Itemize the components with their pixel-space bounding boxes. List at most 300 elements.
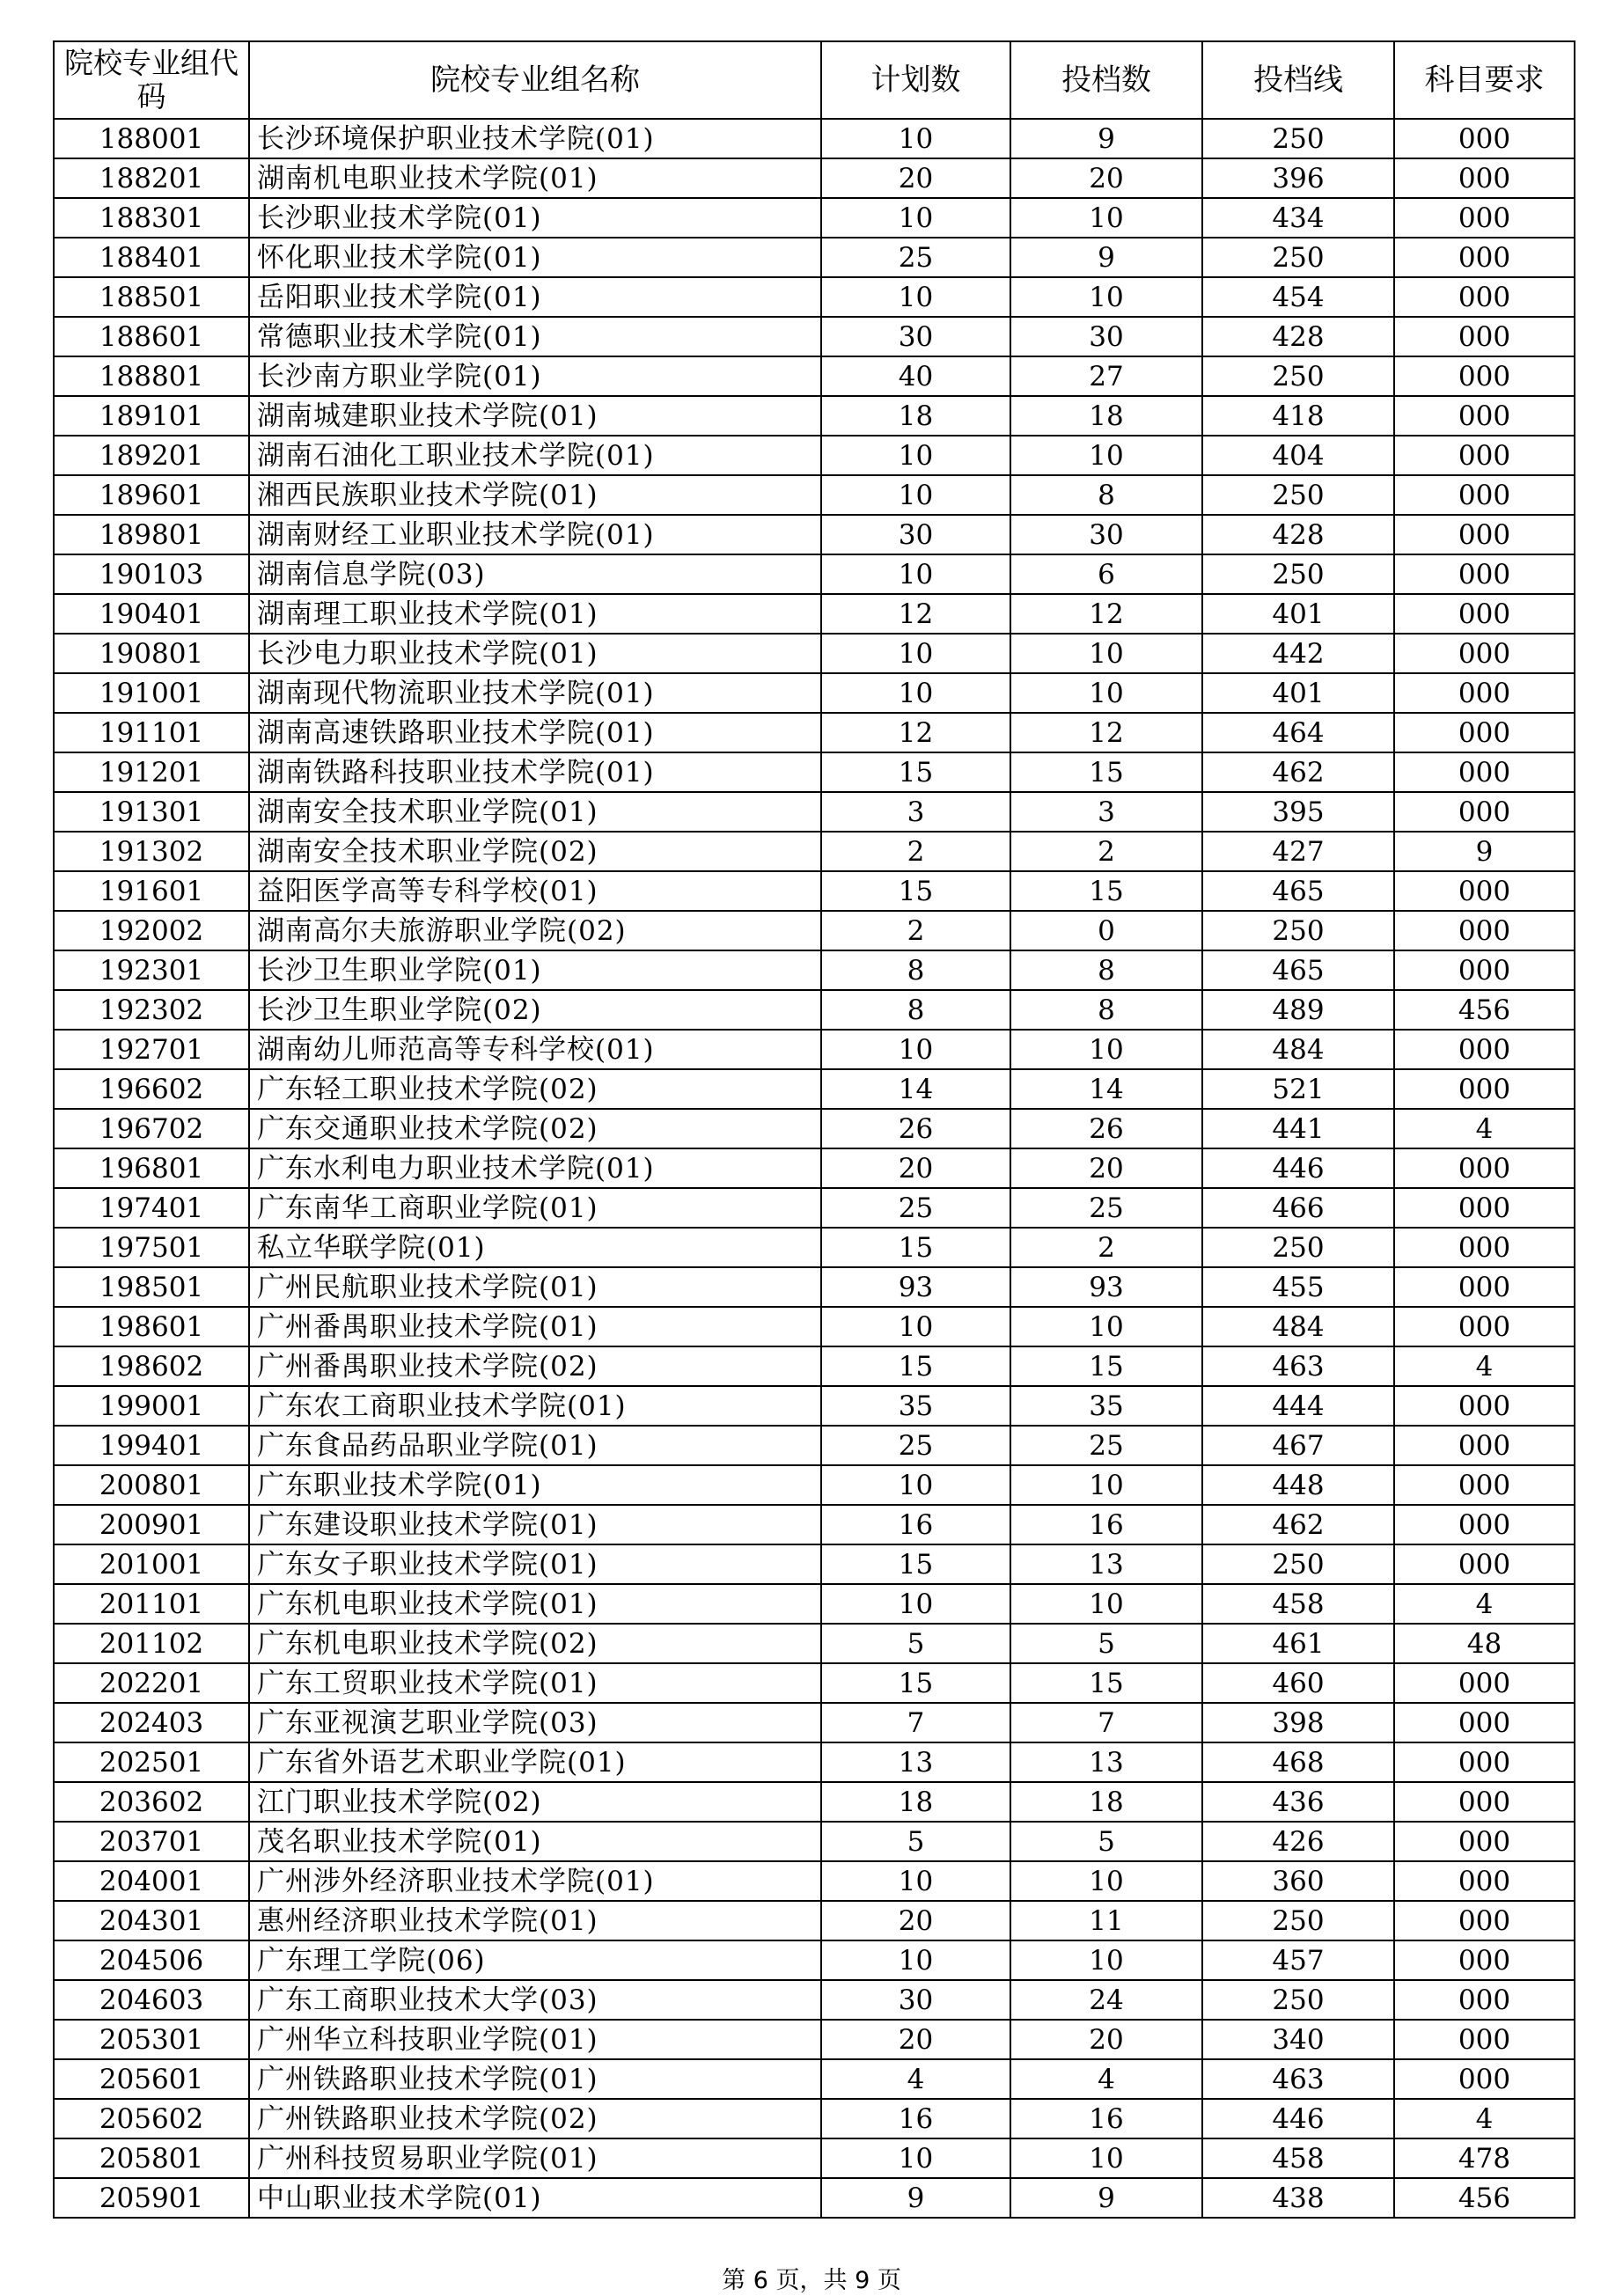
cell-subject: 000 — [1394, 1663, 1575, 1703]
cell-plan: 15 — [821, 752, 1010, 792]
cell-plan: 16 — [821, 1505, 1010, 1544]
cell-plan: 10 — [821, 1030, 1010, 1069]
table-row — [54, 1307, 1575, 1346]
cell-subject: 478 — [1394, 2138, 1575, 2178]
table-row — [54, 2178, 1575, 2218]
cell-subject: 000 — [1394, 158, 1575, 198]
cell-subject: 000 — [1394, 396, 1575, 436]
table-row — [54, 1267, 1575, 1307]
cell-name: 广州番禺职业技术学院(02) — [249, 1346, 821, 1386]
cell-code: 188301 — [54, 198, 249, 238]
cell-line: 250 — [1202, 1980, 1394, 2020]
cell-line: 436 — [1202, 1782, 1394, 1822]
cell-code: 191601 — [54, 871, 249, 911]
cell-name: 湖南财经工业职业技术学院(01) — [249, 515, 821, 554]
cell-code: 189601 — [54, 475, 249, 515]
table-row — [54, 2138, 1575, 2178]
cell-filed: 8 — [1010, 990, 1202, 1030]
cell-line: 441 — [1202, 1109, 1394, 1148]
cell-code: 204301 — [54, 1901, 249, 1940]
cell-filed: 10 — [1010, 634, 1202, 673]
cell-name: 湘西民族职业技术学院(01) — [249, 475, 821, 515]
cell-name: 湖南安全技术职业学院(01) — [249, 792, 821, 832]
cell-subject: 000 — [1394, 792, 1575, 832]
cell-subject: 000 — [1394, 1030, 1575, 1069]
cell-name: 中山职业技术学院(01) — [249, 2178, 821, 2218]
cell-line: 462 — [1202, 752, 1394, 792]
cell-line: 448 — [1202, 1465, 1394, 1505]
cell-subject: 456 — [1394, 990, 1575, 1030]
cell-line: 462 — [1202, 1505, 1394, 1544]
cell-code: 197501 — [54, 1228, 249, 1267]
cell-line: 250 — [1202, 1544, 1394, 1584]
table-row — [54, 119, 1575, 158]
table-row — [54, 634, 1575, 673]
cell-name: 广东省外语艺术职业学院(01) — [249, 1742, 821, 1782]
cell-line: 438 — [1202, 2178, 1394, 2218]
cell-subject: 000 — [1394, 119, 1575, 158]
cell-name: 广东轻工职业技术学院(02) — [249, 1069, 821, 1109]
cell-subject: 000 — [1394, 1544, 1575, 1584]
cell-subject: 000 — [1394, 871, 1575, 911]
table-row — [54, 1109, 1575, 1148]
cell-line: 401 — [1202, 594, 1394, 634]
cell-line: 446 — [1202, 1148, 1394, 1188]
cell-name: 湖南信息学院(03) — [249, 554, 821, 594]
cell-line: 340 — [1202, 2020, 1394, 2059]
table-row — [54, 1703, 1575, 1742]
cell-filed: 10 — [1010, 277, 1202, 317]
cell-code: 188201 — [54, 158, 249, 198]
cell-filed: 10 — [1010, 436, 1202, 475]
cell-line: 250 — [1202, 911, 1394, 950]
cell-name: 广东农工商职业技术学院(01) — [249, 1386, 821, 1426]
cell-name: 广州科技贸易职业学院(01) — [249, 2138, 821, 2178]
cell-line: 521 — [1202, 1069, 1394, 1109]
cell-subject: 000 — [1394, 1861, 1575, 1901]
cell-name: 茂名职业技术学院(01) — [249, 1822, 821, 1861]
cell-plan: 15 — [821, 1228, 1010, 1267]
cell-filed: 26 — [1010, 1109, 1202, 1148]
cell-plan: 12 — [821, 713, 1010, 752]
cell-code: 199401 — [54, 1426, 249, 1465]
cell-subject: 000 — [1394, 594, 1575, 634]
cell-filed: 13 — [1010, 1544, 1202, 1584]
cell-code: 201102 — [54, 1624, 249, 1663]
cell-subject: 000 — [1394, 1901, 1575, 1940]
table-row — [54, 1822, 1575, 1861]
cell-plan: 10 — [821, 1861, 1010, 1901]
cell-plan: 10 — [821, 475, 1010, 515]
cell-subject: 456 — [1394, 2178, 1575, 2218]
cell-line: 395 — [1202, 792, 1394, 832]
cell-code: 204506 — [54, 1940, 249, 1980]
table-row — [54, 1901, 1575, 1940]
cell-name: 长沙电力职业技术学院(01) — [249, 634, 821, 673]
cell-name: 长沙南方职业学院(01) — [249, 356, 821, 396]
cell-name: 湖南高速铁路职业技术学院(01) — [249, 713, 821, 752]
cell-line: 465 — [1202, 871, 1394, 911]
cell-name: 广州民航职业技术学院(01) — [249, 1267, 821, 1307]
cell-subject: 4 — [1394, 2099, 1575, 2138]
cell-subject: 000 — [1394, 1069, 1575, 1109]
cell-plan: 10 — [821, 1465, 1010, 1505]
cell-name: 广州涉外经济职业技术学院(01) — [249, 1861, 821, 1901]
cell-line: 465 — [1202, 950, 1394, 990]
table-row — [54, 554, 1575, 594]
cell-name: 湖南石油化工职业技术学院(01) — [249, 436, 821, 475]
table-row — [54, 950, 1575, 990]
table-row — [54, 277, 1575, 317]
cell-plan: 9 — [821, 2178, 1010, 2218]
cell-name: 广东机电职业技术学院(01) — [249, 1584, 821, 1624]
cell-name: 广东交通职业技术学院(02) — [249, 1109, 821, 1148]
cell-code: 196801 — [54, 1148, 249, 1188]
table-row — [54, 2020, 1575, 2059]
table-row — [54, 1544, 1575, 1584]
cell-code: 202501 — [54, 1742, 249, 1782]
cell-plan: 30 — [821, 1980, 1010, 2020]
page-footer: 第 6 页，共 9 页 — [722, 2267, 901, 2294]
cell-filed: 13 — [1010, 1742, 1202, 1782]
cell-code: 188001 — [54, 119, 249, 158]
table-row — [54, 396, 1575, 436]
cell-name: 岳阳职业技术学院(01) — [249, 277, 821, 317]
cell-subject: 000 — [1394, 1148, 1575, 1188]
cell-filed: 30 — [1010, 317, 1202, 356]
cell-plan: 10 — [821, 554, 1010, 594]
cell-plan: 15 — [821, 871, 1010, 911]
cell-line: 457 — [1202, 1940, 1394, 1980]
cell-subject: 000 — [1394, 911, 1575, 950]
table-row — [54, 198, 1575, 238]
cell-line: 250 — [1202, 1228, 1394, 1267]
cell-plan: 8 — [821, 950, 1010, 990]
cell-subject: 000 — [1394, 1980, 1575, 2020]
table-row — [54, 752, 1575, 792]
cell-line: 360 — [1202, 1861, 1394, 1901]
table-row — [54, 1030, 1575, 1069]
cell-filed: 4 — [1010, 2059, 1202, 2099]
table-row — [54, 990, 1575, 1030]
cell-line: 442 — [1202, 634, 1394, 673]
cell-line: 418 — [1202, 396, 1394, 436]
cell-filed: 25 — [1010, 1188, 1202, 1228]
cell-line: 466 — [1202, 1188, 1394, 1228]
table-row — [54, 1188, 1575, 1228]
cell-code: 191101 — [54, 713, 249, 752]
header-code: 院校专业组代码 — [54, 41, 249, 119]
cell-plan: 40 — [821, 356, 1010, 396]
cell-filed: 15 — [1010, 871, 1202, 911]
cell-line: 427 — [1202, 832, 1394, 871]
table-row — [54, 1228, 1575, 1267]
cell-plan: 15 — [821, 1663, 1010, 1703]
cell-name: 广东南华工商职业学院(01) — [249, 1188, 821, 1228]
cell-code: 188501 — [54, 277, 249, 317]
cell-plan: 10 — [821, 1307, 1010, 1346]
cell-line: 250 — [1202, 1901, 1394, 1940]
table-row — [54, 1148, 1575, 1188]
cell-line: 398 — [1202, 1703, 1394, 1742]
cell-code: 188401 — [54, 238, 249, 277]
table-body — [54, 119, 1575, 2218]
cell-subject: 000 — [1394, 1465, 1575, 1505]
cell-name: 广东工贸职业技术学院(01) — [249, 1663, 821, 1703]
cell-filed: 11 — [1010, 1901, 1202, 1940]
cell-line: 460 — [1202, 1663, 1394, 1703]
cell-name: 湖南幼儿师范高等专科学校(01) — [249, 1030, 821, 1069]
table-row — [54, 1742, 1575, 1782]
cell-subject: 000 — [1394, 1940, 1575, 1980]
table-row — [54, 475, 1575, 515]
cell-filed: 93 — [1010, 1267, 1202, 1307]
cell-filed: 12 — [1010, 713, 1202, 752]
cell-code: 192002 — [54, 911, 249, 950]
cell-line: 463 — [1202, 1346, 1394, 1386]
cell-code: 197401 — [54, 1188, 249, 1228]
cell-subject: 000 — [1394, 515, 1575, 554]
cell-plan: 30 — [821, 317, 1010, 356]
table-row — [54, 1584, 1575, 1624]
cell-subject: 000 — [1394, 1307, 1575, 1346]
cell-plan: 2 — [821, 911, 1010, 950]
cell-name: 怀化职业技术学院(01) — [249, 238, 821, 277]
cell-code: 202201 — [54, 1663, 249, 1703]
cell-name: 惠州经济职业技术学院(01) — [249, 1901, 821, 1940]
table-row — [54, 1980, 1575, 2020]
table-row — [54, 1069, 1575, 1109]
cell-plan: 20 — [821, 1148, 1010, 1188]
cell-line: 484 — [1202, 1307, 1394, 1346]
table-row — [54, 2059, 1575, 2099]
table-row — [54, 158, 1575, 198]
cell-subject: 4 — [1394, 1109, 1575, 1148]
cell-plan: 20 — [821, 158, 1010, 198]
cell-filed: 20 — [1010, 158, 1202, 198]
cell-subject: 000 — [1394, 1505, 1575, 1544]
admissions-table — [53, 40, 1575, 2219]
cell-subject: 000 — [1394, 238, 1575, 277]
cell-line: 401 — [1202, 673, 1394, 713]
table-row — [54, 1426, 1575, 1465]
cell-line: 250 — [1202, 238, 1394, 277]
table-header — [54, 41, 1575, 119]
header-row — [54, 41, 1575, 119]
cell-filed: 10 — [1010, 198, 1202, 238]
table-row — [54, 1465, 1575, 1505]
cell-name: 长沙卫生职业学院(02) — [249, 990, 821, 1030]
cell-line: 428 — [1202, 317, 1394, 356]
cell-code: 204603 — [54, 1980, 249, 2020]
cell-filed: 10 — [1010, 1940, 1202, 1980]
cell-filed: 5 — [1010, 1822, 1202, 1861]
cell-plan: 10 — [821, 673, 1010, 713]
cell-code: 190801 — [54, 634, 249, 673]
cell-plan: 15 — [821, 1544, 1010, 1584]
cell-filed: 8 — [1010, 950, 1202, 990]
cell-subject: 000 — [1394, 2059, 1575, 2099]
header-line: 投档线 — [1202, 41, 1394, 119]
table-row — [54, 1782, 1575, 1822]
document-page — [53, 40, 1574, 2219]
table-row — [54, 1663, 1575, 1703]
cell-filed: 18 — [1010, 396, 1202, 436]
cell-subject: 000 — [1394, 554, 1575, 594]
cell-plan: 5 — [821, 1624, 1010, 1663]
cell-plan: 10 — [821, 277, 1010, 317]
cell-name: 益阳医学高等专科学校(01) — [249, 871, 821, 911]
table-row — [54, 1624, 1575, 1663]
cell-subject: 000 — [1394, 475, 1575, 515]
cell-filed: 35 — [1010, 1386, 1202, 1426]
cell-plan: 10 — [821, 634, 1010, 673]
cell-code: 201001 — [54, 1544, 249, 1584]
cell-plan: 15 — [821, 1346, 1010, 1386]
cell-line: 250 — [1202, 356, 1394, 396]
cell-subject: 000 — [1394, 1188, 1575, 1228]
cell-subject: 000 — [1394, 634, 1575, 673]
cell-filed: 30 — [1010, 515, 1202, 554]
cell-filed: 16 — [1010, 1505, 1202, 1544]
cell-code: 198602 — [54, 1346, 249, 1386]
cell-plan: 25 — [821, 1188, 1010, 1228]
cell-subject: 4 — [1394, 1584, 1575, 1624]
table-row — [54, 515, 1575, 554]
cell-filed: 14 — [1010, 1069, 1202, 1109]
cell-subject: 000 — [1394, 1782, 1575, 1822]
cell-code: 191302 — [54, 832, 249, 871]
cell-code: 198601 — [54, 1307, 249, 1346]
cell-filed: 10 — [1010, 1030, 1202, 1069]
cell-line: 434 — [1202, 198, 1394, 238]
cell-name: 私立华联学院(01) — [249, 1228, 821, 1267]
cell-plan: 13 — [821, 1742, 1010, 1782]
cell-name: 广东建设职业技术学院(01) — [249, 1505, 821, 1544]
cell-plan: 20 — [821, 2020, 1010, 2059]
cell-name: 广东理工学院(06) — [249, 1940, 821, 1980]
cell-code: 204001 — [54, 1861, 249, 1901]
cell-code: 189801 — [54, 515, 249, 554]
cell-subject: 000 — [1394, 673, 1575, 713]
cell-name: 广州华立科技职业学院(01) — [249, 2020, 821, 2059]
cell-plan: 26 — [821, 1109, 1010, 1148]
cell-subject: 000 — [1394, 1742, 1575, 1782]
cell-code: 200901 — [54, 1505, 249, 1544]
cell-name: 湖南城建职业技术学院(01) — [249, 396, 821, 436]
cell-code: 196602 — [54, 1069, 249, 1109]
cell-line: 446 — [1202, 2099, 1394, 2138]
cell-name: 广东机电职业技术学院(02) — [249, 1624, 821, 1663]
cell-name: 广州铁路职业技术学院(01) — [249, 2059, 821, 2099]
cell-subject: 000 — [1394, 1822, 1575, 1861]
cell-name: 常德职业技术学院(01) — [249, 317, 821, 356]
cell-plan: 10 — [821, 198, 1010, 238]
cell-code: 199001 — [54, 1386, 249, 1426]
table-row — [54, 911, 1575, 950]
cell-filed: 5 — [1010, 1624, 1202, 1663]
cell-code: 192302 — [54, 990, 249, 1030]
cell-plan: 3 — [821, 792, 1010, 832]
cell-subject: 000 — [1394, 2020, 1575, 2059]
cell-line: 404 — [1202, 436, 1394, 475]
cell-subject: 000 — [1394, 198, 1575, 238]
cell-name: 长沙职业技术学院(01) — [249, 198, 821, 238]
cell-filed: 9 — [1010, 119, 1202, 158]
cell-line: 484 — [1202, 1030, 1394, 1069]
cell-subject: 48 — [1394, 1624, 1575, 1663]
cell-plan: 35 — [821, 1386, 1010, 1426]
cell-subject: 4 — [1394, 1346, 1575, 1386]
cell-plan: 12 — [821, 594, 1010, 634]
cell-line: 489 — [1202, 990, 1394, 1030]
cell-line: 458 — [1202, 2138, 1394, 2178]
cell-code: 198501 — [54, 1267, 249, 1307]
cell-plan: 4 — [821, 2059, 1010, 2099]
cell-code: 191201 — [54, 752, 249, 792]
cell-line: 250 — [1202, 475, 1394, 515]
cell-code: 202403 — [54, 1703, 249, 1742]
table-row — [54, 1386, 1575, 1426]
cell-subject: 000 — [1394, 1267, 1575, 1307]
cell-line: 250 — [1202, 119, 1394, 158]
cell-plan: 18 — [821, 1782, 1010, 1822]
cell-subject: 000 — [1394, 356, 1575, 396]
cell-plan: 20 — [821, 1901, 1010, 1940]
cell-plan: 10 — [821, 1940, 1010, 1980]
header-plan: 计划数 — [821, 41, 1010, 119]
cell-filed: 25 — [1010, 1426, 1202, 1465]
cell-plan: 14 — [821, 1069, 1010, 1109]
header-subject: 科目要求 — [1394, 41, 1575, 119]
cell-filed: 27 — [1010, 356, 1202, 396]
cell-name: 广东工商职业技术大学(03) — [249, 1980, 821, 2020]
cell-subject: 000 — [1394, 436, 1575, 475]
cell-subject: 000 — [1394, 317, 1575, 356]
cell-line: 468 — [1202, 1742, 1394, 1782]
cell-filed: 7 — [1010, 1703, 1202, 1742]
cell-plan: 25 — [821, 238, 1010, 277]
cell-subject: 000 — [1394, 713, 1575, 752]
cell-line: 426 — [1202, 1822, 1394, 1861]
cell-code: 205602 — [54, 2099, 249, 2138]
cell-line: 458 — [1202, 1584, 1394, 1624]
cell-filed: 8 — [1010, 475, 1202, 515]
table-row — [54, 436, 1575, 475]
cell-line: 463 — [1202, 2059, 1394, 2099]
cell-code: 191001 — [54, 673, 249, 713]
cell-name: 广东女子职业技术学院(01) — [249, 1544, 821, 1584]
cell-filed: 3 — [1010, 792, 1202, 832]
cell-code: 189201 — [54, 436, 249, 475]
cell-name: 长沙卫生职业学院(01) — [249, 950, 821, 990]
cell-name: 广州铁路职业技术学院(02) — [249, 2099, 821, 2138]
cell-code: 205801 — [54, 2138, 249, 2178]
cell-plan: 7 — [821, 1703, 1010, 1742]
cell-name: 湖南机电职业技术学院(01) — [249, 158, 821, 198]
cell-code: 190103 — [54, 554, 249, 594]
cell-code: 205901 — [54, 2178, 249, 2218]
cell-code: 188801 — [54, 356, 249, 396]
cell-filed: 0 — [1010, 911, 1202, 950]
table-row — [54, 356, 1575, 396]
table-row — [54, 317, 1575, 356]
cell-name: 长沙环境保护职业技术学院(01) — [249, 119, 821, 158]
cell-subject: 000 — [1394, 950, 1575, 990]
cell-code: 192301 — [54, 950, 249, 990]
cell-subject: 000 — [1394, 1426, 1575, 1465]
cell-plan: 10 — [821, 436, 1010, 475]
